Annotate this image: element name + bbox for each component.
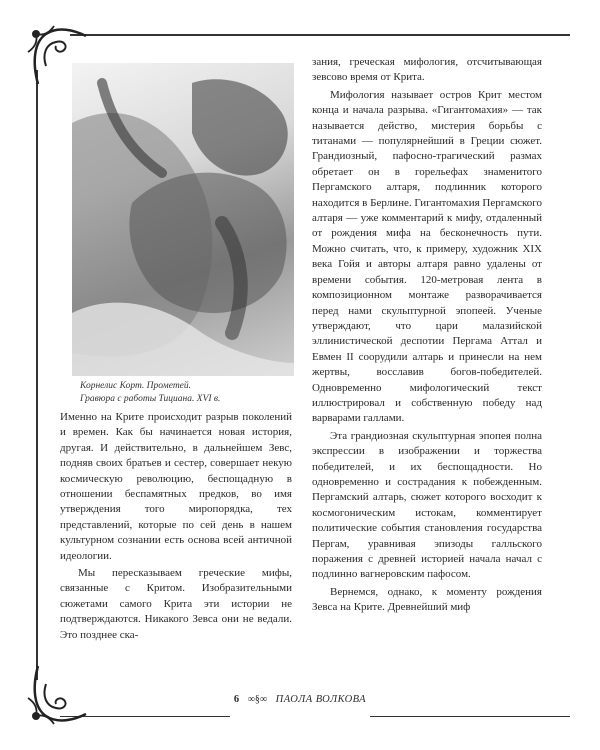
frame-bottom-line-right: [370, 716, 570, 717]
running-author: ПАОЛА ВОЛКОВА: [275, 694, 367, 705]
caption-line-2: Гравюра с работы Тициана. XVI в.: [80, 394, 221, 404]
right-paragraph-3: Вернемся, однако, к моменту рождения Зевса на Крите. Древнейший миф: [312, 585, 542, 614]
right-paragraph-2: Эта грандиозная скульптурная эпопея полна экспрессии в изображении и торжества победителей, и их беспощадности. Но одновременно и сострадания к побежденным. Пергамский алтарь, сюжет которого восходит к космогоническим истокам, комментирует политические события становления государства Пергам, уравнивая эпизоды галльского поражения с древней историей начала начал с подлинно вагнеровским пафосом.: [312, 429, 542, 581]
left-column: [60, 410, 292, 643]
page-number: 6: [233, 694, 240, 705]
engraving-artwork: [72, 63, 294, 376]
caption-line-1: Корнелис Корт. Прометей.: [80, 381, 192, 391]
left-paragraph-1: Именно на Крите происходит разрыв поколений и времен. Как бы начинается новая история, другая. И действительно, в дальнейшем Зевс, подняв своих братьев и сестер, совершает некую космическую революцию, беспощадную в отношении беспамятных предков, во имя утверждения того миропорядка, тех представлений, которые по сей день в нашем культурном сознании есть основа всей античной идеологии.: [60, 411, 292, 562]
right-column: [312, 55, 542, 616]
right-paragraph-1: Мифология называет остров Крит местом конца и начала разрыва. «Гигантомахия» — так называется действо, мистерия борьбы с титанами — популярнейший в Греции сюжет. Грандиозный, пафосно-трагический размах обретает он в горельефах знаменитого Пергамского алтаря, подлинник которого находится в Берлине. Гигантомахия Пергамского алтаря — уже комментарий к мифу, отдаленный от рождения мифа на бесконечность пути. Можно считать, что, к примеру, художник XIX века Гойя и авторы алтаря равно удалены от времени события. 120-метровая лента в композиционном монтаже разворачивается перед нами скульптурной эпопеей. Ученые утверждают, что цари малазийской эллинистической деспотии Пергама Аттал и Евмен II соорудили алтарь и принесли на нем жертвы, восславив богов-победителей. Одновременно мифологический текст иллюстрировал и собственную победу над варварами галлами.: [312, 88, 542, 425]
left-paragraph-2: Мы пересказываем греческие мифы, связанные с Критом. Изобразительными сюжетами самого Крита эти истории не подтверждаются. Никакого Зевса они не ведали. Это позднее ска-: [60, 567, 292, 641]
engraving-prometheus: [72, 63, 294, 376]
page-footer: [0, 694, 600, 705]
frame-top-line: [70, 34, 570, 36]
right-paragraph-0: зания, греческая мифология, отсчитывающая зевсово время от Крита.: [312, 56, 542, 84]
footer-ornament-icon: ∞§∞: [247, 694, 268, 705]
frame-left-line: [36, 70, 38, 680]
figure-caption: [80, 380, 290, 406]
